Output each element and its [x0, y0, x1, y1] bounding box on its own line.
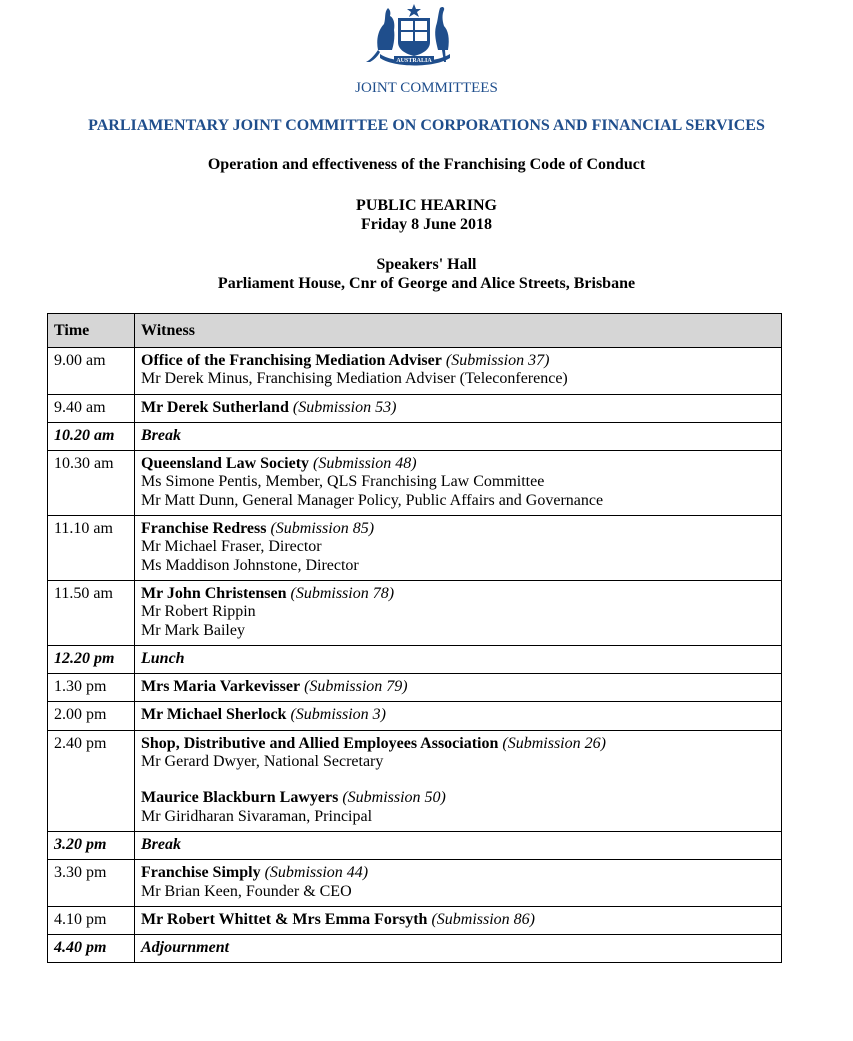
table-row: [48, 394, 782, 422]
witness-cell: [135, 645, 782, 673]
break-label: Adjournment: [141, 939, 230, 957]
time-cell: [48, 451, 135, 516]
witness-name-line: [141, 911, 775, 929]
witness-cell: [135, 674, 782, 702]
witness-name: Mr Michael Sherlock: [141, 706, 287, 724]
col-time-header: Time: [48, 314, 135, 348]
submission-ref: (Submission 50): [342, 789, 446, 807]
time-cell: [48, 580, 135, 645]
witness-name-line: [141, 520, 775, 538]
witness-name: Maurice Blackburn Lawyers: [141, 789, 339, 807]
crest-label: AUSTRALIA: [396, 58, 432, 64]
table-row: [48, 451, 782, 516]
witness-cell: [135, 702, 782, 730]
witness-cell: [135, 422, 782, 450]
time-text: 3.30 pm: [54, 864, 107, 882]
witness-name-line: [141, 455, 775, 473]
witness-name-line: [141, 352, 775, 370]
witness-name-line: [141, 789, 775, 807]
witness-name: Queensland Law Society: [141, 455, 310, 473]
break-row: [48, 422, 782, 450]
hearing-date: Friday 8 June 2018: [360, 216, 493, 233]
time-cell: [48, 702, 135, 730]
witness-name-line: [141, 585, 775, 603]
submission-ref: (Submission 48): [313, 455, 417, 473]
hearing-type: PUBLIC HEARING: [356, 197, 497, 214]
witness-detail: Ms Maddison Johnstone, Director: [141, 556, 359, 574]
time-text: 10.30 am: [54, 455, 114, 473]
witness-detail: Mr Giridharan Sivaraman, Principal: [141, 807, 373, 825]
time-text: 12.20 pm: [54, 649, 115, 667]
witness-cell: [135, 348, 782, 395]
break-label: Break: [141, 426, 181, 444]
witness-name: Mrs Maria Varkevisser: [141, 678, 301, 696]
witness-detail: Mr Matt Dunn, General Manager Policy, Public Affairs and Governance: [141, 491, 604, 509]
time-text: 2.00 pm: [54, 706, 107, 724]
witness-cell: [135, 730, 782, 831]
witness-detail: Mr Michael Fraser, Director: [141, 538, 322, 556]
break-row: [48, 645, 782, 673]
time-text: 4.10 pm: [54, 910, 107, 928]
time-text: 11.10 am: [54, 520, 113, 538]
time-cell: [48, 348, 135, 395]
table-row: [48, 516, 782, 581]
witness-detail: Mr Robert Rippin: [141, 603, 256, 621]
time-cell: [48, 906, 135, 934]
submission-ref: (Submission 3): [290, 706, 387, 724]
venue-room: Speakers' Hall: [376, 256, 477, 273]
witness-cell: [135, 860, 782, 907]
table-row: [48, 348, 782, 395]
table-row: [48, 702, 782, 730]
committee-name: PARLIAMENTARY JOINT COMMITTEE ON CORPORATIONS AND FINANCIAL SERVICES: [88, 117, 765, 134]
time-cell: [48, 645, 135, 673]
witness-cell: [135, 516, 782, 581]
witness-cell: [135, 831, 782, 859]
break-row: [48, 831, 782, 859]
time-text: 9.00 am: [54, 352, 106, 369]
table-row: [48, 860, 782, 907]
block-spacer: [141, 771, 775, 789]
submission-ref: (Submission 85): [270, 520, 375, 538]
time-text: 9.40 am: [54, 398, 106, 416]
venue-info: [0, 255, 853, 293]
time-cell: [48, 935, 135, 963]
witness-cell: [135, 935, 782, 963]
witness-name-line: [141, 735, 775, 753]
submission-ref: (Submission 37): [445, 352, 550, 369]
submission-ref: (Submission 44): [264, 864, 369, 882]
witness-detail: Mr Gerard Dwyer, National Secretary: [141, 753, 384, 771]
time-cell: [48, 674, 135, 702]
venue-address: Parliament House, Cnr of George and Alice Streets, Brisbane: [217, 275, 636, 292]
witness-name-line: [141, 864, 775, 882]
time-text: 11.50 am: [54, 584, 113, 602]
witness-name-line: [141, 678, 775, 696]
time-cell: [48, 394, 135, 422]
witness-cell: [135, 906, 782, 934]
time-text: 3.20 pm: [54, 835, 107, 853]
witness-name: Shop, Distributive and Allied Employees Association: [141, 734, 499, 752]
time-cell: [48, 860, 135, 907]
time-cell: [48, 516, 135, 581]
time-cell: [48, 730, 135, 831]
witness-name: Office of the Franchising Mediation Adviser: [141, 352, 442, 369]
col-witness-header: Witness: [135, 314, 782, 348]
witness-name: Mr Robert Whittet & Mrs Emma Forsyth: [141, 910, 428, 928]
table-row: [48, 906, 782, 934]
witness-name-line: [141, 399, 775, 417]
time-cell: [48, 422, 135, 450]
witness-name: Mr Derek Sutherland: [141, 398, 289, 416]
witness-name: Franchise Redress: [141, 520, 267, 538]
submission-ref: (Submission 53): [292, 398, 397, 416]
time-text: 10.20 am: [54, 426, 115, 444]
submission-ref: (Submission 78): [290, 584, 395, 602]
table-row: [48, 674, 782, 702]
time-text: 1.30 pm: [54, 678, 107, 696]
witness-name: Franchise Simply: [141, 864, 261, 882]
witness-name: Mr John Christensen: [141, 584, 287, 602]
table-row: [48, 580, 782, 645]
hearing-info: [0, 196, 853, 234]
break-row: [48, 935, 782, 963]
witness-cell: [135, 451, 782, 516]
break-label: Break: [141, 835, 181, 853]
table-header-row: [48, 314, 782, 348]
witness-detail: Mr Mark Bailey: [141, 621, 245, 639]
witness-detail: Mr Brian Keen, Founder & CEO: [141, 882, 352, 900]
submission-ref: (Submission 79): [304, 678, 408, 696]
witness-cell: [135, 394, 782, 422]
coat-of-arms-crest: [364, 0, 464, 72]
witness-detail: Ms Simone Pentis, Member, QLS Franchising Law Committee: [141, 473, 545, 491]
schedule-body: [48, 348, 782, 963]
break-label: Lunch: [141, 649, 185, 667]
table-row: [48, 730, 782, 831]
time-text: 4.40 pm: [54, 939, 107, 957]
inquiry-title: Operation and effectiveness of the Franchising Code of Conduct: [207, 156, 646, 173]
time-cell: [48, 831, 135, 859]
witness-detail: Mr Derek Minus, Franchising Mediation Adviser (Teleconference): [141, 370, 568, 388]
schedule-table: [47, 313, 782, 963]
witness-name-line: [141, 706, 775, 724]
submission-ref: (Submission 26): [502, 734, 606, 752]
time-text: 2.40 pm: [54, 734, 107, 752]
joint-committees-label: JOINT COMMITTEES: [355, 80, 498, 96]
submission-ref: (Submission 86): [431, 910, 536, 928]
witness-cell: [135, 580, 782, 645]
